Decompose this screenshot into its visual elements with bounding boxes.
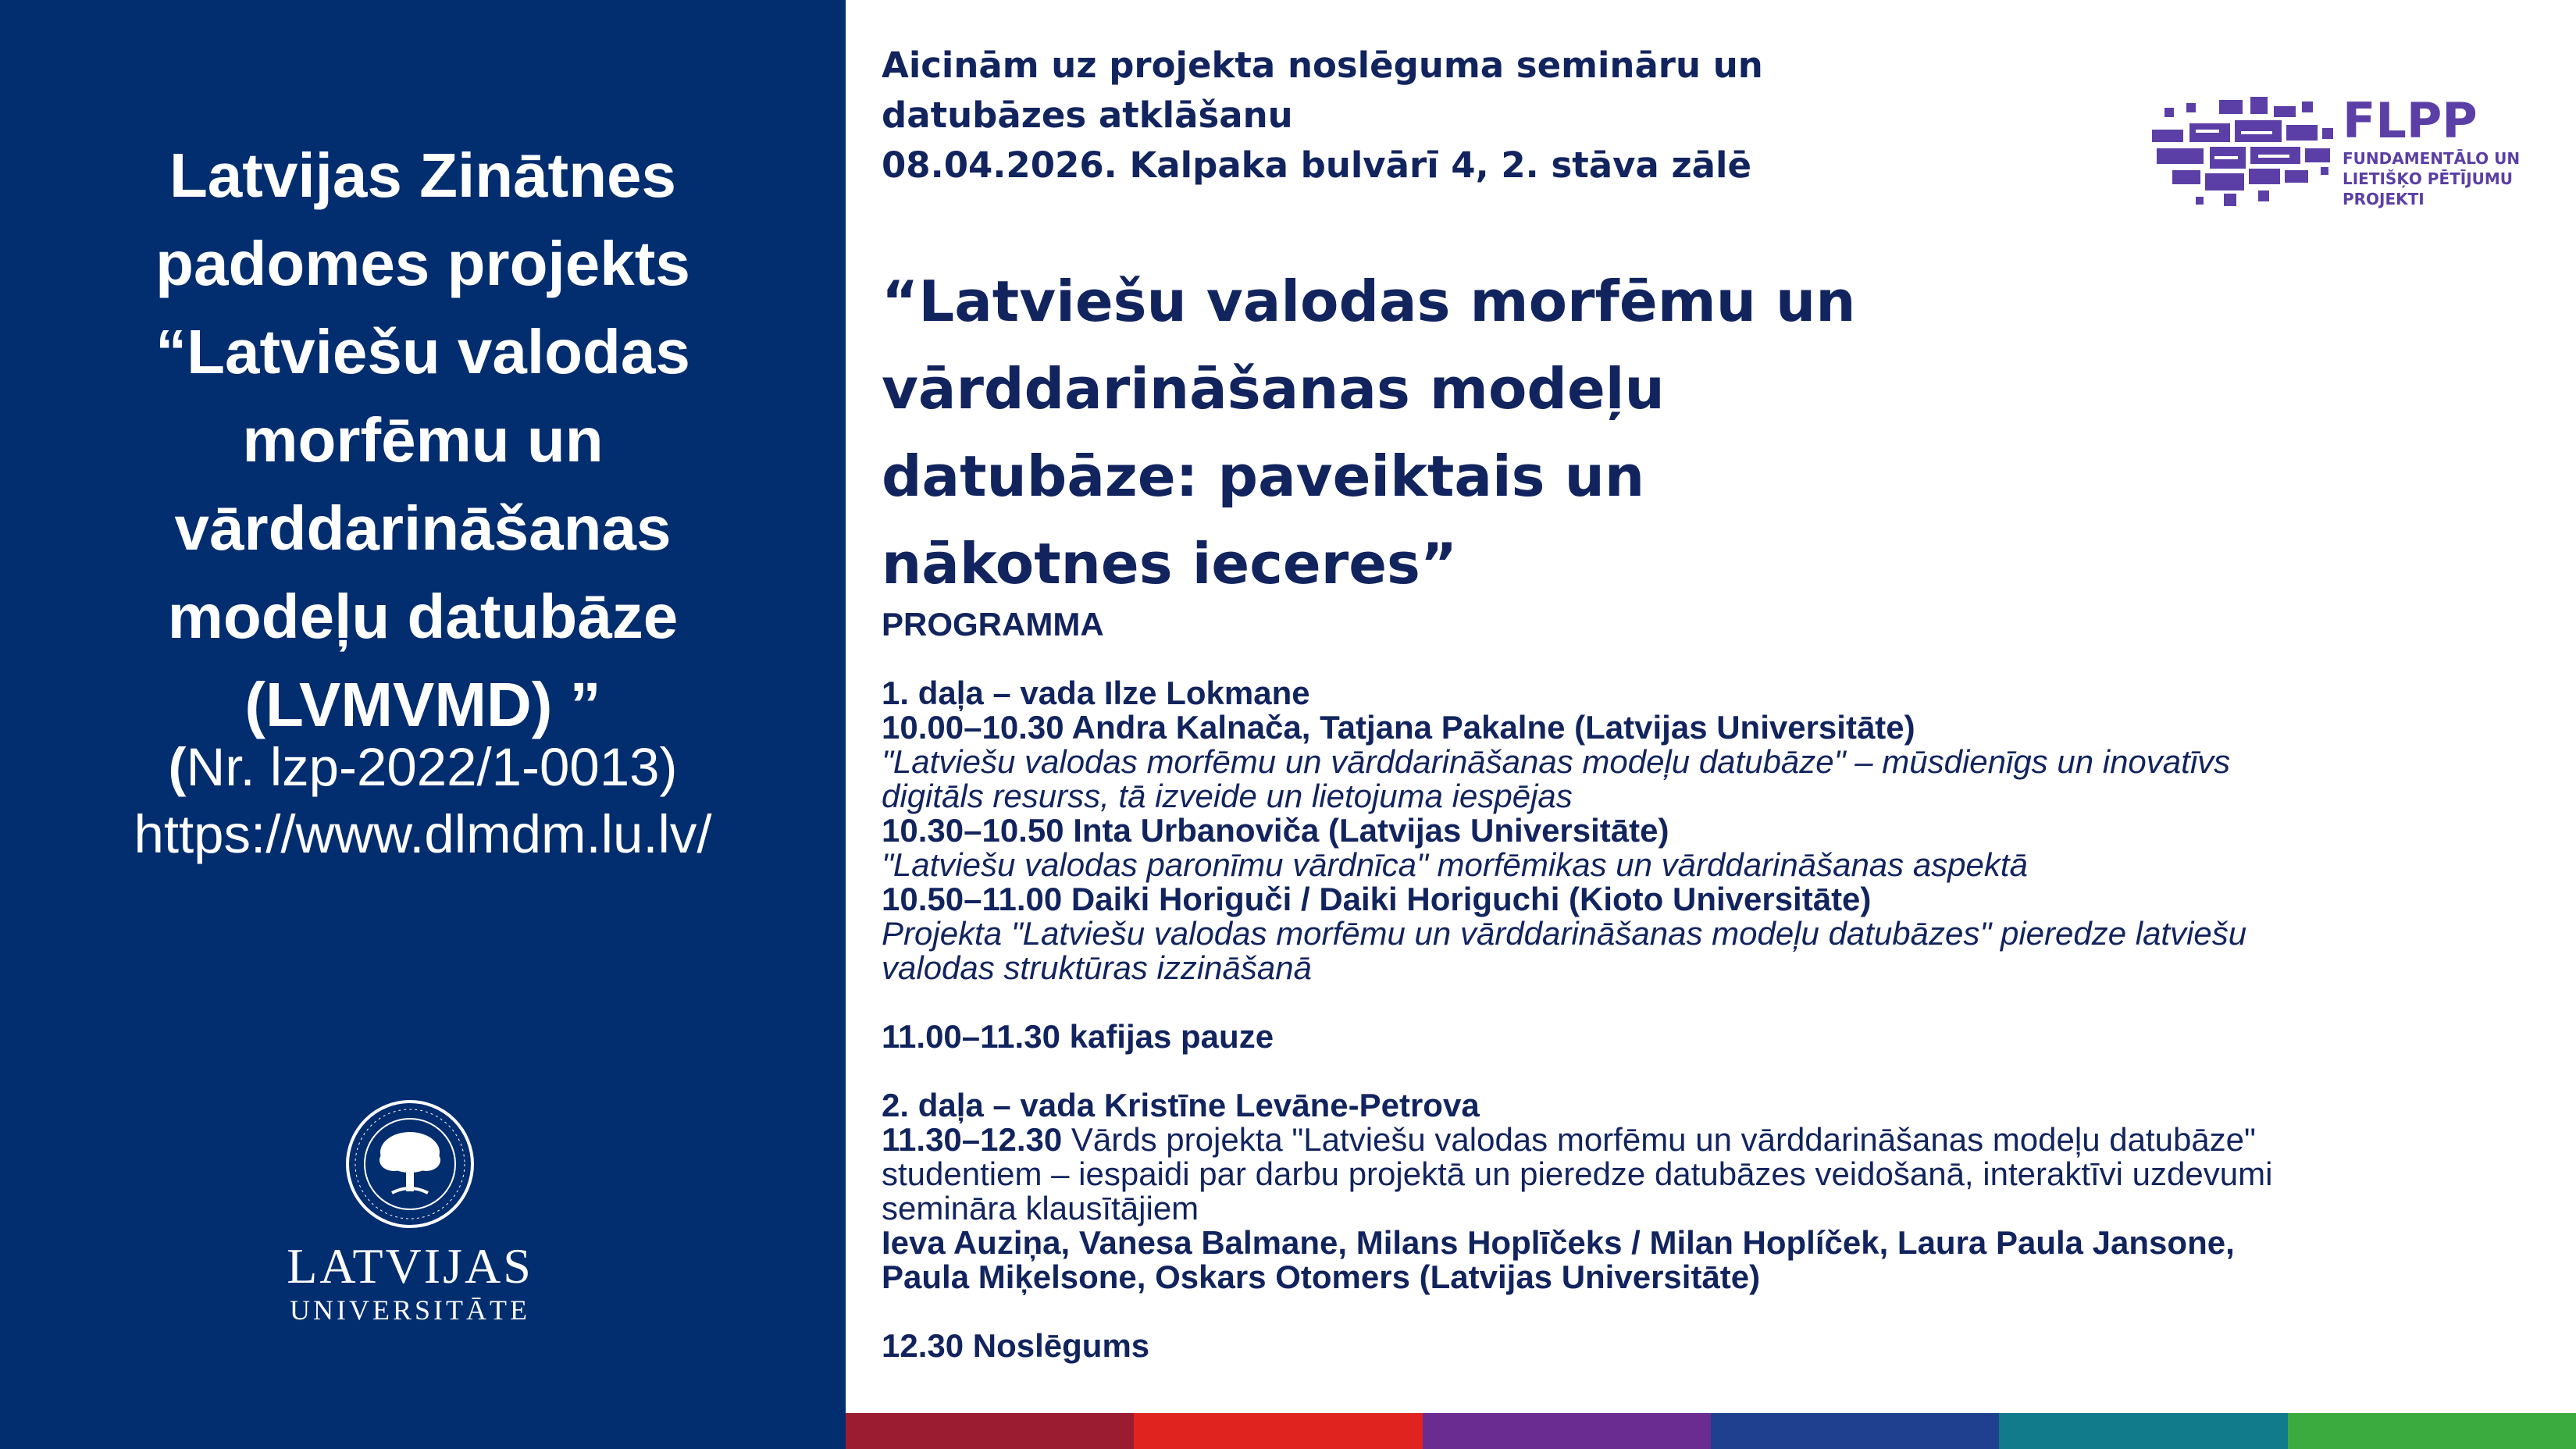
part2-header: 2. daļa – vada Kristīne Levāne-Petrova	[882, 1087, 1480, 1123]
seminar-title	[882, 258, 2209, 607]
university-name-line2: UNIVERSITĀTE	[290, 1294, 530, 1326]
color-segment	[1423, 1413, 1711, 1449]
left-panel	[0, 0, 846, 1449]
project-title-line: vārddarināšanas	[174, 493, 672, 563]
flpp-logo	[2343, 94, 2520, 209]
part2-time: 11.30–12.30	[882, 1121, 1063, 1158]
part2-speakers-line: Ieva Auziņa, Vanesa Balmane, Milans Hoplīčeks / Milan Hoplíček, Laura Paula Jansone,	[882, 1224, 2235, 1261]
seminar-title-line: “Latviešu valodas morfēmu un	[882, 269, 1856, 334]
part2-speakers-line: Paula Miķelsone, Oskars Otomers (Latvijas Universitāte)	[882, 1259, 1761, 1295]
project-title-line: padomes projekts	[155, 229, 690, 298]
part2-desc-line: studentiem – iespaidi par darbu projektā un pieredze datubāzes veidošanā, interaktīvi uzdevumi	[882, 1155, 2273, 1192]
session-talk-line: Projekta "Latviešu valodas morfēmu un vārddarināšanas modeļu datubāzes" pieredze latviešu	[882, 915, 2247, 952]
project-title-line: morfēmu un	[242, 405, 604, 475]
project-url[interactable]: https://www.dlmdm.lu.lv/	[134, 804, 712, 864]
project-number-text: Nr. lzp-2022/1-0013)	[186, 737, 678, 797]
intro-line: 08.04.2026. Kalpaka bulvārī 4, 2. stāva zālē	[882, 144, 1751, 186]
bottom-color-bar	[846, 1413, 2576, 1449]
color-segment	[1711, 1413, 1999, 1449]
seminar-title-line: nākotnes ieceres”	[882, 531, 1458, 596]
project-number	[31, 734, 814, 801]
color-segment	[2288, 1413, 2576, 1449]
project-title-line: “Latviešu valodas	[155, 317, 690, 386]
session-time-speakers: 10.00–10.30 Andra Kalnača, Tatjana Pakalne (Latvijas Universitāte)	[882, 709, 1915, 746]
flpp-line: LIETIŠĶO PĒTĪJUMU	[2343, 169, 2514, 188]
color-segment	[1134, 1413, 1422, 1449]
intro-line: datubāzes atklāšanu	[882, 94, 1293, 136]
spacer	[882, 642, 2537, 676]
flpp-line: PROJEKTI	[2343, 190, 2425, 208]
program	[882, 607, 2537, 1363]
flpp-abbr: FLPP	[2343, 92, 2478, 149]
session-talk-line: digitāls resurss, tā izveide un lietojuma iespējas	[882, 778, 1573, 814]
session-talk-line: valodas struktūras izzināšanā	[882, 949, 1312, 986]
university-name-line1: LATVIJAS	[287, 1238, 533, 1294]
color-segment	[1999, 1413, 2287, 1449]
part1-header: 1. daļa – vada Ilze Lokmane	[882, 675, 1310, 711]
part2-desc-first: Vārds projekta "Latviešu valodas morfēmu un vārddarināšanas modeļu datubāze"	[1062, 1121, 2256, 1158]
project-title-line: Latvijas Zinātnes	[169, 141, 677, 210]
spacer	[882, 985, 2537, 1020]
project-title-line: modeļu datubāze	[167, 582, 679, 651]
university-logo-text	[265, 1240, 554, 1327]
session-talk-line: "Latviešu valodas paronīmu vārdnīca" morfēmikas un vārddarināšanas aspektā	[882, 846, 2028, 883]
part2-desc-line	[882, 1123, 2537, 1157]
seminar-title-line: vārddarināšanas modeļu	[882, 356, 1665, 422]
program-heading: PROGRAMMA	[882, 606, 1104, 643]
intro-line: Aicinām uz projekta noslēguma semināru un	[882, 45, 1763, 86]
project-number-paren: (	[168, 737, 187, 797]
invitation-intro	[882, 41, 2053, 190]
flpp-pixel-mark-icon	[2149, 92, 2344, 217]
color-segment	[846, 1413, 1134, 1449]
coffee-break: 11.00–11.30 kafijas pauze	[882, 1018, 1274, 1055]
session-time-speakers: 10.50–11.00 Daiki Horiguči / Daiki Horiguchi (Kioto Universitāte)	[882, 881, 1872, 917]
session-talk-line: "Latviešu valodas morfēmu un vārddarināšanas modeļu datubāze" – mūsdienīgs un inovatīvs	[882, 743, 2231, 780]
project-title	[31, 131, 814, 749]
closing: 12.30 Noslēgums	[882, 1327, 1150, 1364]
spacer	[882, 1054, 2537, 1088]
session-time-speakers: 10.30–10.50 Inta Urbanoviča (Latvijas Universitāte)	[882, 812, 1669, 849]
part2-desc-line: semināra klausītājiem	[882, 1190, 1199, 1226]
project-title-line: (LVMVMD) ”	[244, 670, 601, 739]
university-seal-icon	[344, 1098, 476, 1230]
spacer	[882, 1294, 2537, 1329]
seminar-title-line: datubāze: paveiktais un	[882, 443, 1645, 509]
flpp-line: FUNDAMENTĀLO UN	[2343, 149, 2521, 168]
